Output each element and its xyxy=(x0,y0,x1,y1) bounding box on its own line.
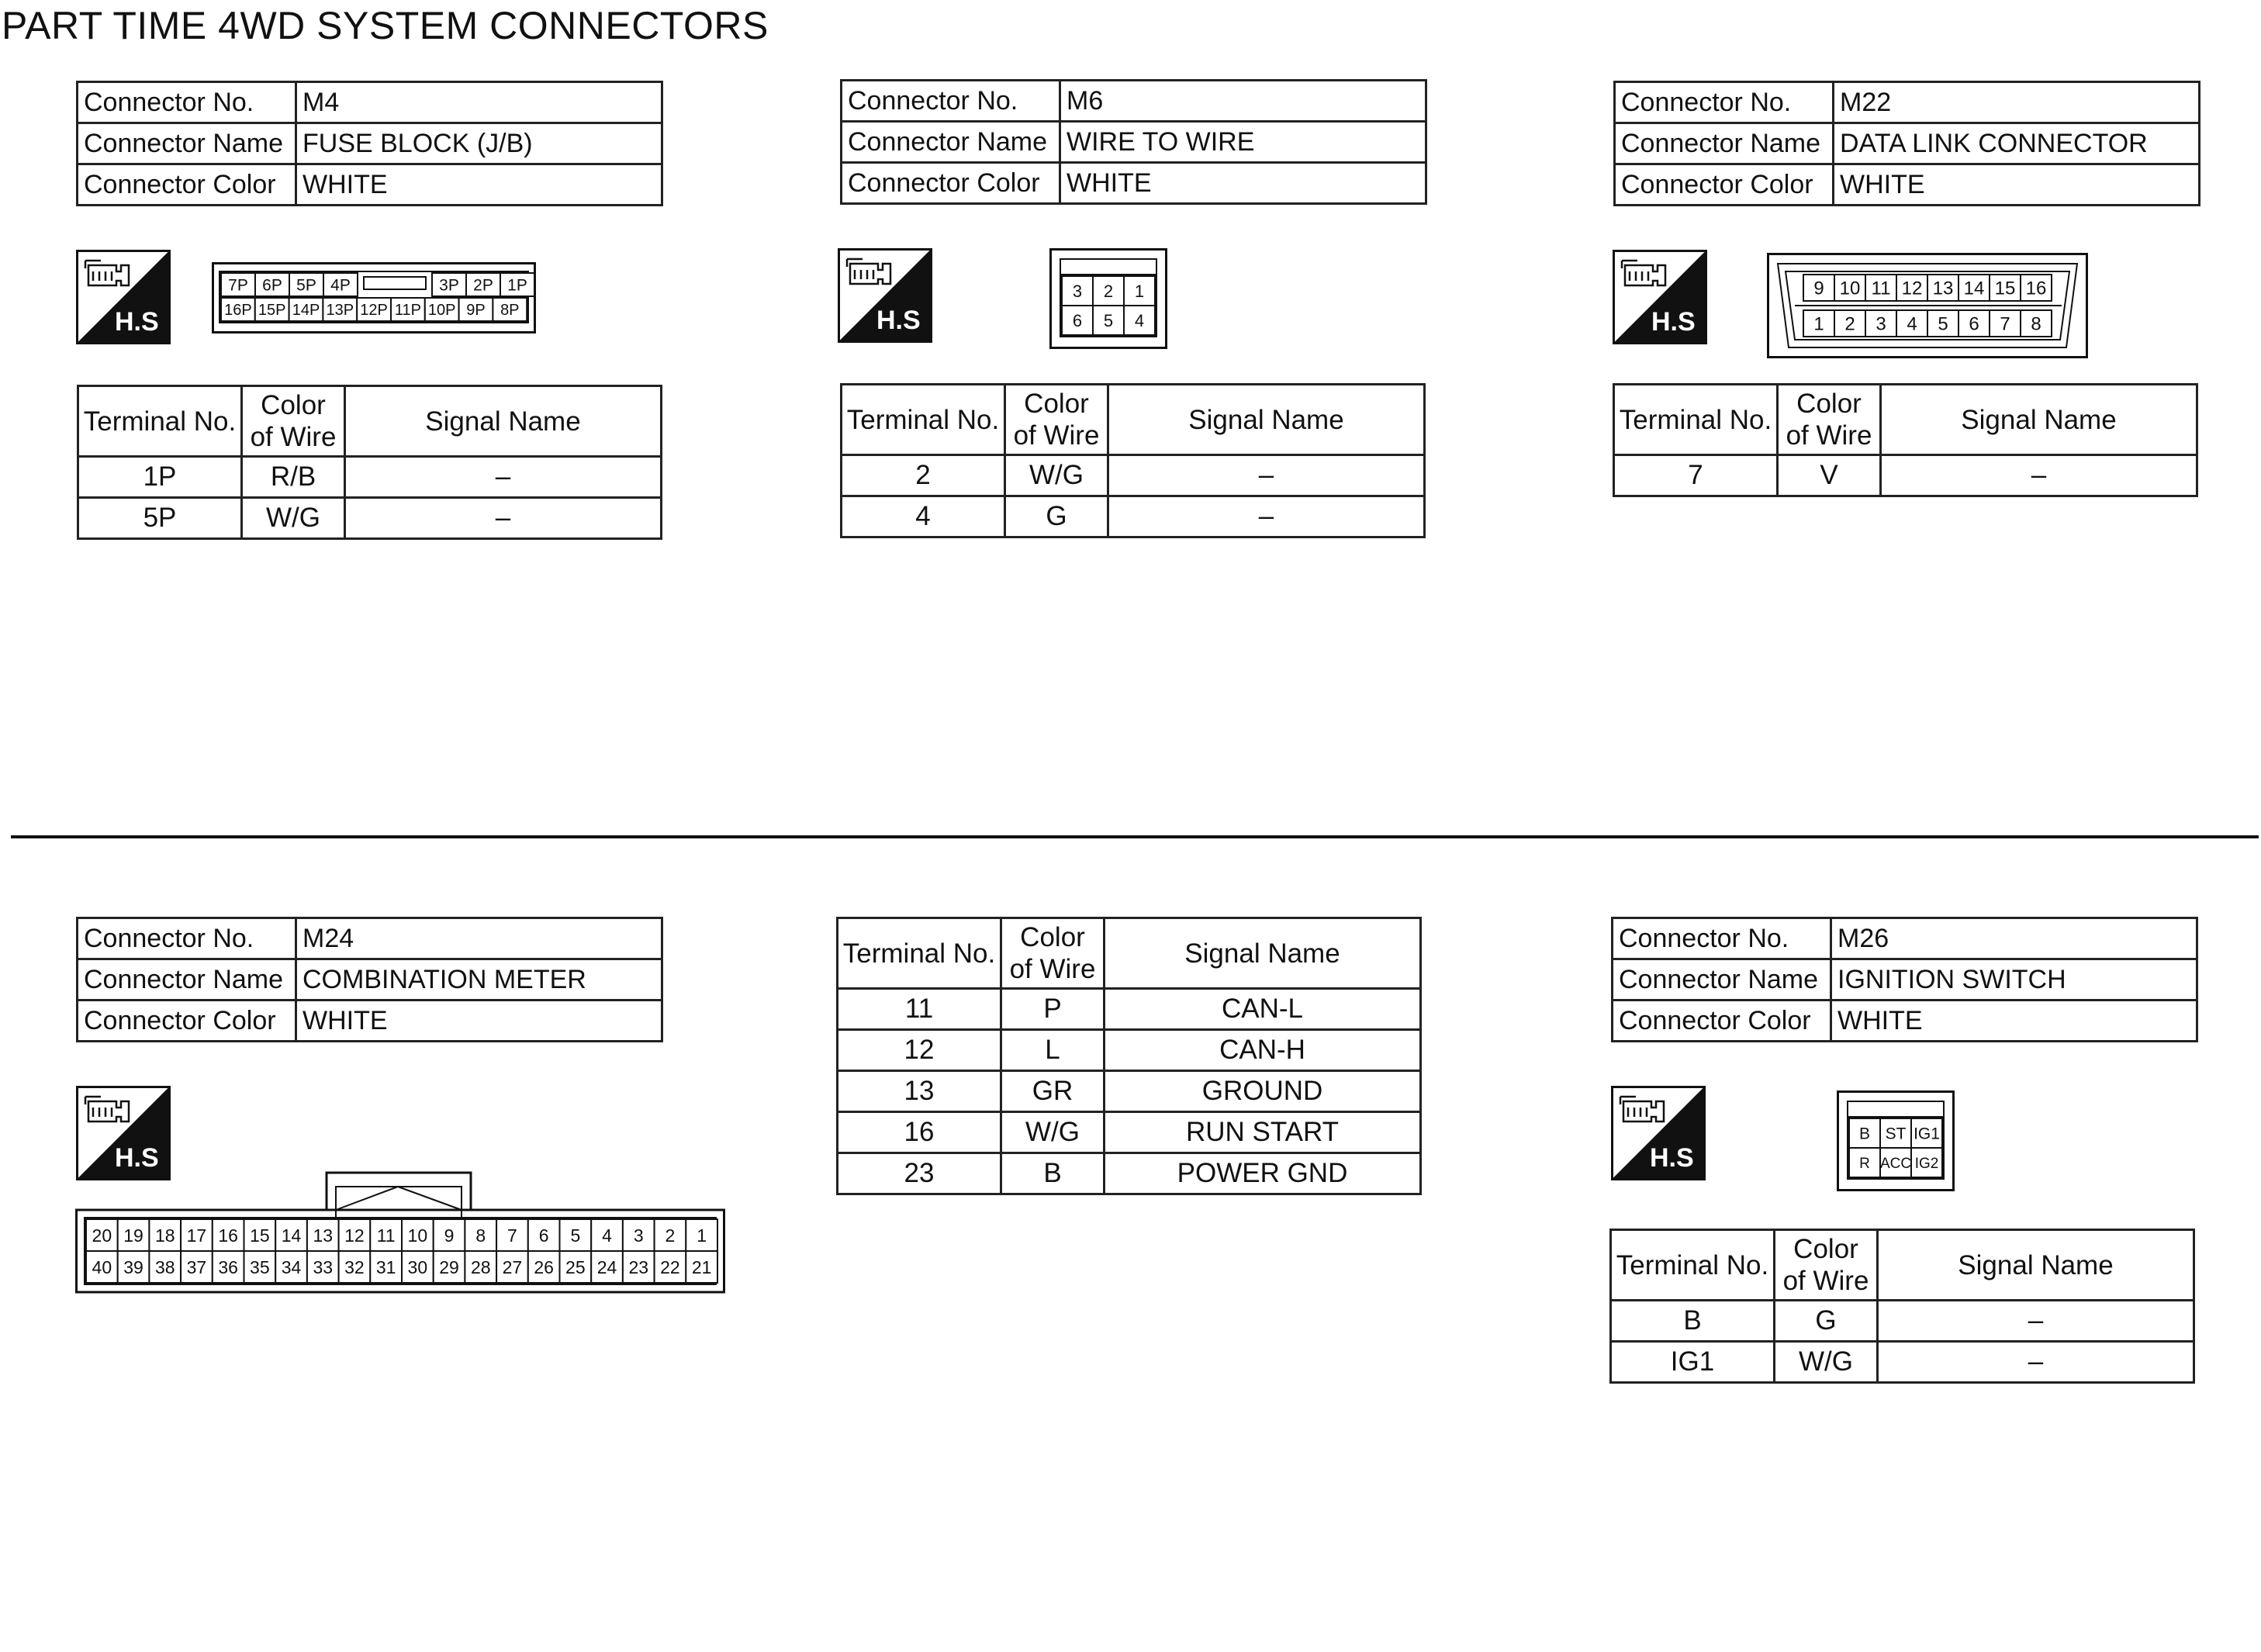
pin-label: 14 xyxy=(281,1225,302,1246)
connector-name-label: Connector Name xyxy=(1613,959,1831,1001)
terminal-table-header xyxy=(842,385,1425,455)
connector-color-label: Connector Color xyxy=(78,164,296,206)
pin-label: 34 xyxy=(281,1256,302,1277)
table-row xyxy=(838,1112,1421,1153)
wire-color-cell: W/G xyxy=(1005,455,1108,496)
connector-no-value: M6 xyxy=(1060,81,1426,122)
terminal-table-header xyxy=(1614,385,2197,455)
harness-side-icon xyxy=(76,1086,171,1180)
signal-name-header: Signal Name xyxy=(1108,385,1425,455)
pin-label: 7 xyxy=(2000,313,2010,335)
terminal-no-cell: 12 xyxy=(838,1030,1001,1071)
pin-label: 13 xyxy=(1932,278,1954,299)
pin-label: 35 xyxy=(250,1256,270,1277)
connector-no-row xyxy=(842,81,1426,122)
pin-label: 39 xyxy=(123,1256,143,1277)
connector-name-value: IGNITION SWITCH xyxy=(1831,959,2197,1001)
connector-name-value: FUSE BLOCK (J/B) xyxy=(296,123,662,164)
wire-color-cell: GR xyxy=(1001,1071,1105,1112)
pin-label: 10 xyxy=(407,1225,428,1246)
connector-no-value: M22 xyxy=(1834,82,2200,123)
color-of-wire-header xyxy=(1005,385,1108,455)
pin-label: 27 xyxy=(502,1256,523,1277)
pin-label: 8 xyxy=(475,1225,486,1246)
connector-name-value: COMBINATION METER xyxy=(296,959,662,1001)
pin-label: 18 xyxy=(154,1225,175,1246)
pin-label: 15 xyxy=(250,1225,270,1246)
pin-label: 1 xyxy=(1813,313,1824,335)
terminal-no-header: Terminal No. xyxy=(842,385,1005,455)
terminal-no-cell: 7 xyxy=(1614,455,1778,496)
connector-color-value: WHITE xyxy=(1831,1001,2197,1042)
pin-label: 16 xyxy=(218,1225,238,1246)
pin-label: 5P xyxy=(296,276,316,295)
pin-label: 3 xyxy=(633,1225,644,1246)
connector-no-label: Connector No. xyxy=(78,82,296,123)
pin-label: 6 xyxy=(538,1225,549,1246)
table-row xyxy=(838,1153,1421,1194)
pin-label: 28 xyxy=(470,1256,491,1277)
hs-badge-text: H.S xyxy=(1651,307,1696,337)
pin-label: 1P xyxy=(507,276,527,295)
table-row xyxy=(838,989,1421,1030)
pin-label: 2 xyxy=(665,1225,676,1246)
terminal-no-cell: 16 xyxy=(838,1112,1001,1153)
pin-label: 16P xyxy=(224,302,252,320)
connector-name-row xyxy=(1615,123,2200,164)
pin-label: 21 xyxy=(691,1256,712,1277)
terminal-no-cell: 13 xyxy=(838,1071,1001,1112)
connector-face-m26 xyxy=(1837,1090,1955,1191)
hs-badge-text: H.S xyxy=(115,1143,159,1173)
signal-name-header: Signal Name xyxy=(1105,918,1421,989)
signal-name-cell: GROUND xyxy=(1105,1071,1421,1112)
connector-color-value: WHITE xyxy=(1834,164,2200,206)
connector-face-m6 xyxy=(1049,248,1167,349)
signal-name-header: Signal Name xyxy=(1878,1230,2194,1301)
connector-color-label: Connector Color xyxy=(842,163,1060,204)
terminal-table-m4 xyxy=(77,385,662,540)
terminal-no-cell: 2 xyxy=(842,455,1005,496)
pin-label: 23 xyxy=(628,1256,649,1277)
connector-no-value: M24 xyxy=(296,918,662,959)
section-divider xyxy=(11,835,2259,838)
wire-color-cell: G xyxy=(1005,496,1108,537)
terminal-no-cell: 4 xyxy=(842,496,1005,537)
pin-label: 20 xyxy=(92,1225,112,1246)
pin-label: 29 xyxy=(439,1256,459,1277)
pin-label: 7 xyxy=(507,1225,517,1246)
wire-color-cell: L xyxy=(1001,1030,1105,1071)
pin-label: 4P xyxy=(330,276,351,295)
table-row xyxy=(1611,1301,2194,1342)
terminal-table-m26 xyxy=(1609,1229,2195,1384)
connector-info-m26 xyxy=(1611,917,2198,1042)
pin-label: 13P xyxy=(326,302,354,320)
color-of-wire-header-text: Color of Wire xyxy=(1009,922,1096,984)
color-of-wire-header xyxy=(1775,1230,1878,1301)
terminal-no-cell: 1P xyxy=(78,457,242,498)
signal-name-cell: CAN-H xyxy=(1105,1030,1421,1071)
pin-label: 22 xyxy=(660,1256,680,1277)
signal-name-cell: – xyxy=(1108,496,1425,537)
pin-label: 14 xyxy=(1963,278,1985,299)
pin-label: 8P xyxy=(500,302,520,320)
table-row xyxy=(1614,455,2197,496)
pin-label: 1 xyxy=(1134,281,1145,301)
connector-color-label: Connector Color xyxy=(1615,164,1834,206)
pin-label: 36 xyxy=(218,1256,238,1277)
connector-no-label: Connector No. xyxy=(78,918,296,959)
connector-face-m4 xyxy=(212,262,536,334)
connector-no-row xyxy=(78,82,662,123)
connector-no-row xyxy=(1615,82,2200,123)
pin-label: B xyxy=(1858,1125,1871,1143)
connector-color-value: WHITE xyxy=(296,164,662,206)
table-row xyxy=(842,455,1425,496)
wire-color-cell: P xyxy=(1001,989,1105,1030)
pin-label: 2 xyxy=(1103,281,1114,301)
connector-face-m24 xyxy=(75,1170,725,1294)
color-of-wire-header-text: Color of Wire xyxy=(250,390,337,452)
connector-name-label: Connector Name xyxy=(78,123,296,164)
pin-label: 5 xyxy=(1938,313,1948,335)
pin-label: 6 xyxy=(1072,310,1083,330)
wire-color-cell: W/G xyxy=(1001,1112,1105,1153)
table-row xyxy=(838,1071,1421,1112)
terminal-table-m22 xyxy=(1613,383,2198,497)
pin-label: 12P xyxy=(360,302,388,320)
pin-label: 16 xyxy=(2025,278,2047,299)
pin-label: 15P xyxy=(258,302,286,320)
pin-label: IG2 xyxy=(1914,1155,1939,1172)
pin-label: 15 xyxy=(1994,278,2016,299)
pin-label: 8 xyxy=(2031,313,2041,335)
pin-label: IG1 xyxy=(1914,1125,1940,1143)
pin-label: 7P xyxy=(228,276,248,295)
connector-color-label: Connector Color xyxy=(78,1001,296,1042)
pin-label: 1 xyxy=(697,1225,707,1246)
terminal-no-cell: 5P xyxy=(78,498,242,539)
pin-label: 25 xyxy=(565,1256,586,1277)
connector-color-label: Connector Color xyxy=(1613,1001,1831,1042)
signal-name-cell: – xyxy=(1881,455,2197,496)
connector-name-label: Connector Name xyxy=(842,122,1060,163)
pin-label: 5 xyxy=(570,1225,581,1246)
hs-badge-text: H.S xyxy=(1650,1143,1694,1173)
connector-no-label: Connector No. xyxy=(1615,82,1834,123)
hs-badge-text: H.S xyxy=(115,307,159,337)
pin-label: 26 xyxy=(534,1256,554,1277)
connector-name-value: WIRE TO WIRE xyxy=(1060,122,1426,163)
connector-color-row xyxy=(842,163,1426,204)
color-of-wire-header xyxy=(1001,918,1105,989)
terminal-no-header: Terminal No. xyxy=(1614,385,1778,455)
pin-label: 11 xyxy=(376,1225,396,1246)
pin-label: ST xyxy=(1885,1125,1907,1143)
pin-label: 2P xyxy=(473,276,493,295)
pin-label: 33 xyxy=(313,1256,334,1277)
pin-label: R xyxy=(1859,1155,1870,1172)
pin-label: 19 xyxy=(123,1225,143,1246)
pin-label: 10 xyxy=(1839,278,1861,299)
connector-no-label: Connector No. xyxy=(1613,918,1831,959)
harness-side-icon xyxy=(1613,250,1707,344)
hs-badge-text: H.S xyxy=(876,306,921,335)
pin-label: 6P xyxy=(262,276,282,295)
terminal-no-header: Terminal No. xyxy=(1611,1230,1775,1301)
color-of-wire-header-text: Color of Wire xyxy=(1782,1234,1869,1296)
connector-name-row xyxy=(78,959,662,1001)
terminal-no-header: Terminal No. xyxy=(78,386,242,457)
pin-label: 9P xyxy=(466,302,486,320)
connector-name-row xyxy=(78,123,662,164)
connector-name-label: Connector Name xyxy=(78,959,296,1001)
connector-no-row xyxy=(78,918,662,959)
pin-label: 14P xyxy=(292,302,320,320)
pin-label: 13 xyxy=(313,1225,334,1246)
connector-name-value: DATA LINK CONNECTOR xyxy=(1834,123,2200,164)
pin-label: 11 xyxy=(1871,278,1891,299)
connector-info-m24 xyxy=(76,917,663,1042)
wire-color-cell: W/G xyxy=(1775,1342,1878,1383)
color-of-wire-header-text: Color of Wire xyxy=(1786,389,1872,451)
pin-label: 30 xyxy=(407,1256,428,1277)
pin-label: 40 xyxy=(92,1256,112,1277)
pin-label: 37 xyxy=(186,1256,207,1277)
signal-name-cell: CAN-L xyxy=(1105,989,1421,1030)
terminal-no-header: Terminal No. xyxy=(838,918,1001,989)
pin-label: 12 xyxy=(1901,278,1923,299)
terminal-no-cell: 23 xyxy=(838,1153,1001,1194)
signal-name-cell: – xyxy=(345,457,662,498)
terminal-table-m6 xyxy=(840,383,1426,538)
signal-name-cell: – xyxy=(1878,1342,2194,1383)
harness-side-icon xyxy=(1611,1086,1706,1180)
color-of-wire-header xyxy=(1778,385,1881,455)
wire-color-cell: R/B xyxy=(242,457,345,498)
connector-no-value: M26 xyxy=(1831,918,2197,959)
terminal-table-header xyxy=(78,386,662,457)
connector-name-label: Connector Name xyxy=(1615,123,1834,164)
pin-label: 3 xyxy=(1072,281,1083,301)
terminal-no-cell: 11 xyxy=(838,989,1001,1030)
connector-color-row xyxy=(78,164,662,206)
connector-no-label: Connector No. xyxy=(842,81,1060,122)
connector-info-m4 xyxy=(76,81,663,206)
signal-name-cell: RUN START xyxy=(1105,1112,1421,1153)
connector-color-value: WHITE xyxy=(1060,163,1426,204)
terminal-no-cell: B xyxy=(1611,1301,1775,1342)
signal-name-cell: – xyxy=(1878,1301,2194,1342)
pin-label: 24 xyxy=(596,1256,617,1277)
connector-color-row xyxy=(1615,164,2200,206)
page-title: PART TIME 4WD SYSTEM CONNECTORS xyxy=(2,4,769,47)
table-row xyxy=(838,1030,1421,1071)
pin-label: 4 xyxy=(1907,313,1917,335)
connector-color-row xyxy=(78,1001,662,1042)
pin-label: 17 xyxy=(186,1225,207,1246)
connector-name-row xyxy=(842,122,1426,163)
signal-name-cell: – xyxy=(1108,455,1425,496)
wire-color-cell: W/G xyxy=(242,498,345,539)
connector-name-row xyxy=(1613,959,2197,1001)
connector-face-m22 xyxy=(1767,253,2088,358)
pin-label: 5 xyxy=(1103,310,1114,330)
connector-color-value: WHITE xyxy=(296,1001,662,1042)
signal-name-cell: – xyxy=(345,498,662,539)
pin-label: 4 xyxy=(602,1225,612,1246)
pin-label: 9 xyxy=(1813,278,1824,299)
connector-no-value: M4 xyxy=(296,82,662,123)
terminal-table-header xyxy=(838,918,1421,989)
harness-side-icon xyxy=(838,248,932,343)
pin-label: ACC xyxy=(1879,1155,1912,1172)
signal-name-header: Signal Name xyxy=(345,386,662,457)
pin-label: 6 xyxy=(1969,313,1979,335)
color-of-wire-header xyxy=(242,386,345,457)
pin-label: 38 xyxy=(154,1256,175,1277)
connector-info-m6 xyxy=(840,79,1427,205)
connector-no-row xyxy=(1613,918,2197,959)
pin-label: 31 xyxy=(375,1256,396,1277)
table-row xyxy=(1611,1342,2194,1383)
terminal-table-header xyxy=(1611,1230,2194,1301)
pin-label: 9 xyxy=(444,1225,455,1246)
pin-label: 3 xyxy=(1876,313,1886,335)
table-row xyxy=(78,457,662,498)
pin-label: 12 xyxy=(344,1225,365,1246)
terminal-no-cell: IG1 xyxy=(1611,1342,1775,1383)
wire-color-cell: G xyxy=(1775,1301,1878,1342)
key-slot xyxy=(364,277,426,289)
harness-side-icon xyxy=(76,250,171,344)
pin-label: 11P xyxy=(394,302,421,320)
pin-label: 3P xyxy=(439,276,459,295)
connector-color-row xyxy=(1613,1001,2197,1042)
color-of-wire-header-text: Color of Wire xyxy=(1013,389,1100,451)
pin-label: 2 xyxy=(1844,313,1855,335)
wire-color-cell: B xyxy=(1001,1153,1105,1194)
table-row xyxy=(78,498,662,539)
terminal-table-m24 xyxy=(836,917,1422,1195)
pin-label: 4 xyxy=(1134,310,1145,330)
connector-info-m22 xyxy=(1613,81,2200,206)
pin-label: 32 xyxy=(344,1256,365,1277)
wire-color-cell: V xyxy=(1778,455,1881,496)
pin-label: 10P xyxy=(427,302,456,320)
signal-name-cell: POWER GND xyxy=(1105,1153,1421,1194)
signal-name-header: Signal Name xyxy=(1881,385,2197,455)
table-row xyxy=(842,496,1425,537)
